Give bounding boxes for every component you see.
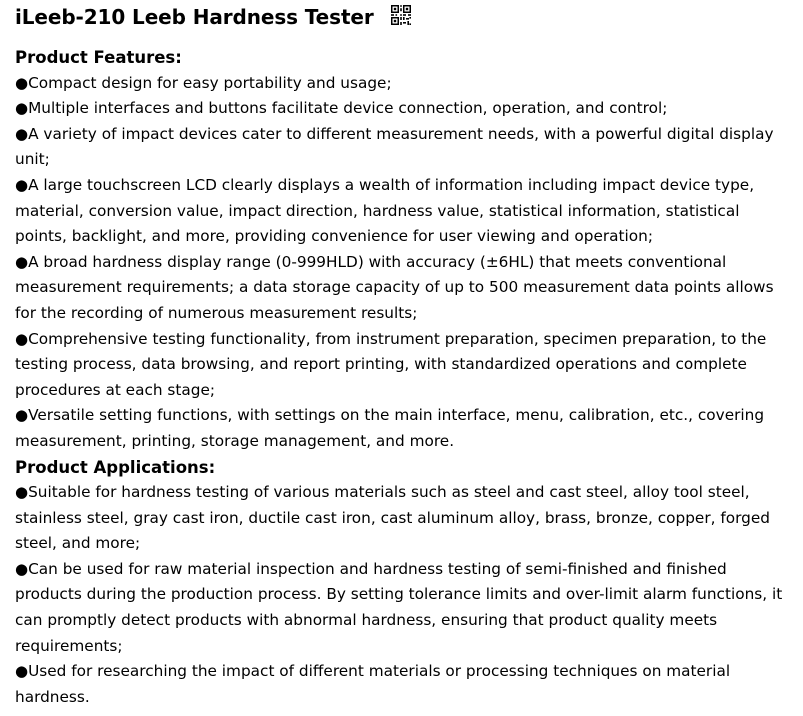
list-item <box>15 557 795 659</box>
list-item-text: Used for researching the impact of different materials or processing techniques on material hardness. <box>15 662 731 706</box>
list-item-text: Multiple interfaces and buttons facilitate device connection, operation, and control; <box>28 99 668 118</box>
bullet: ● <box>15 252 29 271</box>
list-item-text: Compact design for easy portability and usage; <box>28 73 392 92</box>
list-item-text: Can be used for raw material inspection and hardness testing of semi-finished and finished products during the production process. By setting tolerance limits and over-limit alarm functions, it can promptly detect products with abnormal hardness, ensuring that product quality meets requirements; <box>15 559 783 655</box>
list-item <box>15 250 795 327</box>
bullet: ● <box>15 559 29 578</box>
list-item <box>15 71 795 97</box>
title-row <box>15 2 795 32</box>
list-item-text: A large touchscreen LCD clearly displays a wealth of information including impact device type, material, conversion value, impact direction, hardness value, statistical information, statistical points, backlight, and more, providing convenience for user viewing and operation; <box>15 175 755 246</box>
features-heading: Product Features: <box>15 48 182 67</box>
bullet: ● <box>15 124 29 143</box>
bullet: ● <box>15 662 29 681</box>
list-item-text: A broad hardness display range (0-999HLD) with accuracy (±6HL) that meets conventional measurement requirements; a data storage capacity of up to 500 measurement data points allows for the recording of numerous measurement results; <box>15 252 774 322</box>
list-item <box>15 173 795 250</box>
features-list <box>15 71 795 455</box>
bullet: ● <box>15 406 29 425</box>
applications-heading: Product Applications: <box>15 457 216 477</box>
list-item <box>15 96 795 122</box>
list-item-text: Versatile setting functions, with settings on the main interface, menu, calibration, etc., covering measurement, printing, storage management, and more. <box>15 406 765 450</box>
list-item-text: Suitable for hardness testing of various materials such as steel and cast steel, alloy tool steel, stainless steel, gray cast iron, ductile cast iron, cast aluminum alloy, brass, bronze, copper, forged steel, and more; <box>15 483 770 553</box>
list-item <box>15 480 795 557</box>
list-item <box>15 327 795 404</box>
list-item <box>15 122 795 173</box>
list-item <box>15 403 795 454</box>
list-item-text: A variety of impact devices cater to different measurement needs, with a powerful digital display unit; <box>15 124 774 169</box>
bullet: ● <box>15 73 29 92</box>
list-item-text: Comprehensive testing functionality, from instrument preparation, specimen preparation, to the testing process, data browsing, and report printing, with standardized operations and complete procedures at each stage; <box>15 329 767 399</box>
qr-code-icon[interactable] <box>390 4 412 26</box>
bullet: ● <box>15 329 29 348</box>
bullet: ● <box>15 175 29 194</box>
list-item <box>15 659 795 710</box>
bullet: ● <box>15 483 29 502</box>
page-title: iLeeb-210 Leeb Hardness Tester <box>15 5 374 29</box>
applications-list <box>15 480 795 710</box>
bullet: ● <box>15 99 29 118</box>
